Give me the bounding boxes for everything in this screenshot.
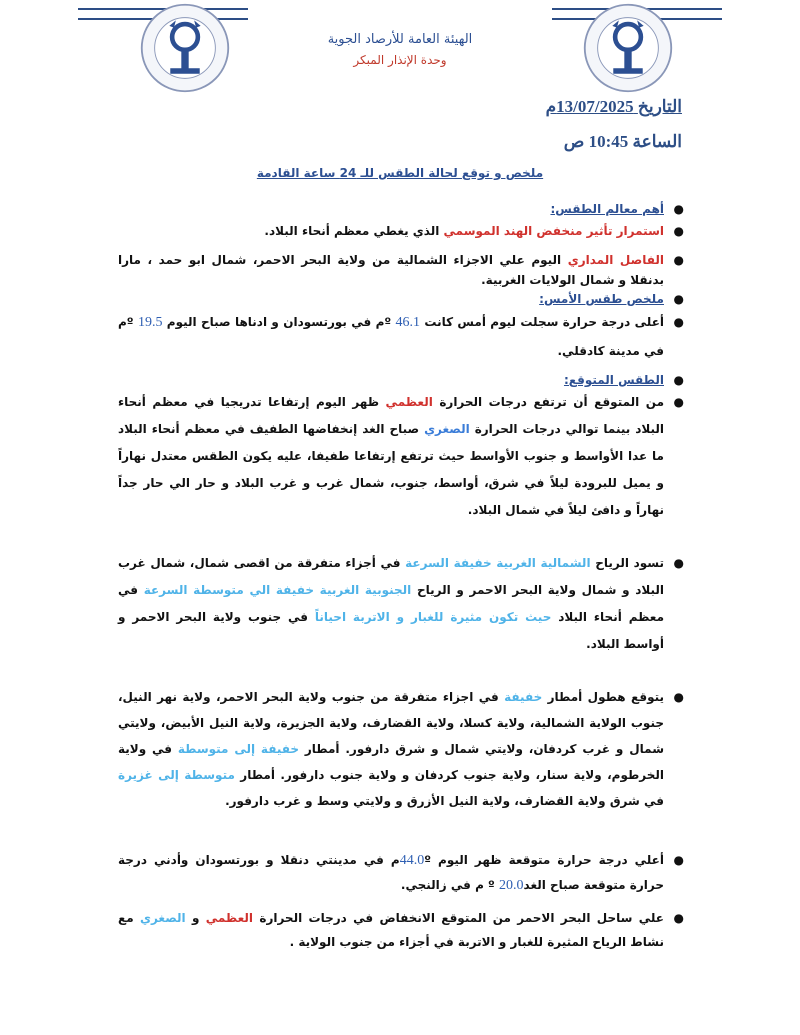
report-date: [546, 97, 682, 117]
today-min-temp: 19.5: [137, 315, 163, 330]
red-sea-coast: ● علي ساحل البحر الاحمر من المتوقع الانخفاض في درجات الحرارة العظمي و الصغري مع نشاط الرياح المثيرة للغبار و الاتربة في أجزاء من جنوب الولاية .: [118, 906, 688, 954]
time-value: 10:45 ص: [563, 132, 629, 151]
yesterday-heading: ● ملخص طقس الأمس:: [539, 292, 684, 306]
forecast-body: [118, 198, 688, 954]
temperature-outlook: ● من المتوقع أن ترتفع درجات الحرارة العظمي ظهر اليوم إرتفاعا تدريجيا في معظم أنحاء البلاد بينما توالي درجات الحرارة الصغري صباح الغد إنخفاضها الطفيف في معظم أنحاء البلاد ما عدا الأواسط و جنوب الأواسط حيث ترتفع إرتفاعا طفيفا، عليه يكون الطقس معتدل نهاراً و يميل للبرودة ليلاً في شرق، أواسط، جنوب، شمال غرب و غرب البلاد و حار الي حار جداً نهاراً و دافئ ليلاً في شمال البلاد.: [118, 389, 688, 524]
date-value: 13/07/2025م: [545, 97, 634, 116]
org-header: [250, 30, 550, 70]
feature-monsoon: ● استمرار تأثير منخفض الهند الموسمي الذي يغطي معظم أنحاء البلاد.: [118, 220, 688, 242]
bullet-icon: ●: [673, 315, 684, 329]
org-name: الهيئة العامة للأرصاد الجوية: [327, 32, 473, 47]
bullet-icon: ●: [673, 224, 684, 238]
yesterday-max-temp: 46.1: [395, 315, 421, 330]
expected-extremes: ● أعلي درجة حرارة متوقعة ظهر اليوم 44.0ºم في مدينتي دنقلا و بورتسودان وأدني درجة حرارة متوقعة صباح الغد20.0 º م في زالنجي.: [118, 848, 688, 898]
sma-logo-left: [139, 2, 231, 94]
report-time: [564, 132, 682, 152]
summary-title: ملخص و توقع لحالة الطقس للـ 24 ساعة القادمة: [256, 166, 544, 180]
unit-name: وحدة الإنذار المبكر: [353, 53, 447, 67]
sma-logo-right: [582, 2, 674, 94]
bullet-icon: ●: [673, 292, 684, 306]
time-label: الساعة: [632, 132, 682, 151]
feature-itcz: ● الفاصل المداري اليوم علي الاجزاء الشمالية من ولاية البحر الاحمر، شمال ابو حمد ، مارا بدنقلا و شمال الولايات الغربية.: [118, 250, 688, 290]
expected-heading: ● الطقس المتوقع:: [563, 373, 684, 387]
rain-outlook: ● يتوقع هطول أمطار خفيفة في اجزاء متفرقة من جنوب ولاية البحر الاحمر، ولاية نهر النيل، جنوب الولاية الشمالية، ولاية كسلا، ولاية القضارف، ولاية الجزيرة، ولاية النيل الأبيض، ولايتي شمال و غرب كردفان، ولايتي شمال و شرق دارفور. أمطار خفيفة إلى متوسطة في ولاية الخرطوم، ولاية سنار، ولاية جنوب كردفان و ولاية جنوب دارفور. أمطار متوسطة إلى غزيرة في شرق ولاية القضارف، ولاية النيل الأزرق و ولايتي وسط و غرب دارفور.: [118, 684, 688, 814]
bullet-icon: ●: [673, 395, 684, 409]
expected-max-temp: 44.0: [399, 853, 425, 868]
bullet-icon: ●: [673, 911, 684, 925]
wind-outlook: ● تسود الرياح الشمالية الغربية خفيفة السرعة في أجزاء متفرقة من اقصى شمال، شمال غرب البلاد و شمال ولاية البحر الاحمر و الرياح الجنوبية الغربية خفيفة الي متوسطة السرعة في معظم أنحاء البلاد حيث تكون مثيرة للغبار و الاتربة احياناً في جنوب ولاية البحر الاحمر و أواسط البلاد.: [118, 550, 688, 658]
yesterday-summary: ● أعلى درجة حرارة سجلت ليوم أمس كانت 46.1 ºم في بورتسودان و ادناها صباح اليوم 19.5 ºم في مدينة كادقلي.: [118, 308, 688, 365]
bullet-icon: ●: [673, 690, 684, 704]
expected-min-temp: 20.0: [499, 878, 524, 893]
features-heading: ● أهم معالم الطقس:: [118, 198, 688, 220]
bullet-icon: ●: [673, 853, 684, 867]
bullet-icon: ●: [673, 556, 684, 570]
bullet-icon: ●: [673, 202, 684, 216]
date-label: التاريخ: [637, 97, 682, 116]
bullet-icon: ●: [673, 253, 684, 267]
bullet-icon: ●: [673, 373, 684, 387]
